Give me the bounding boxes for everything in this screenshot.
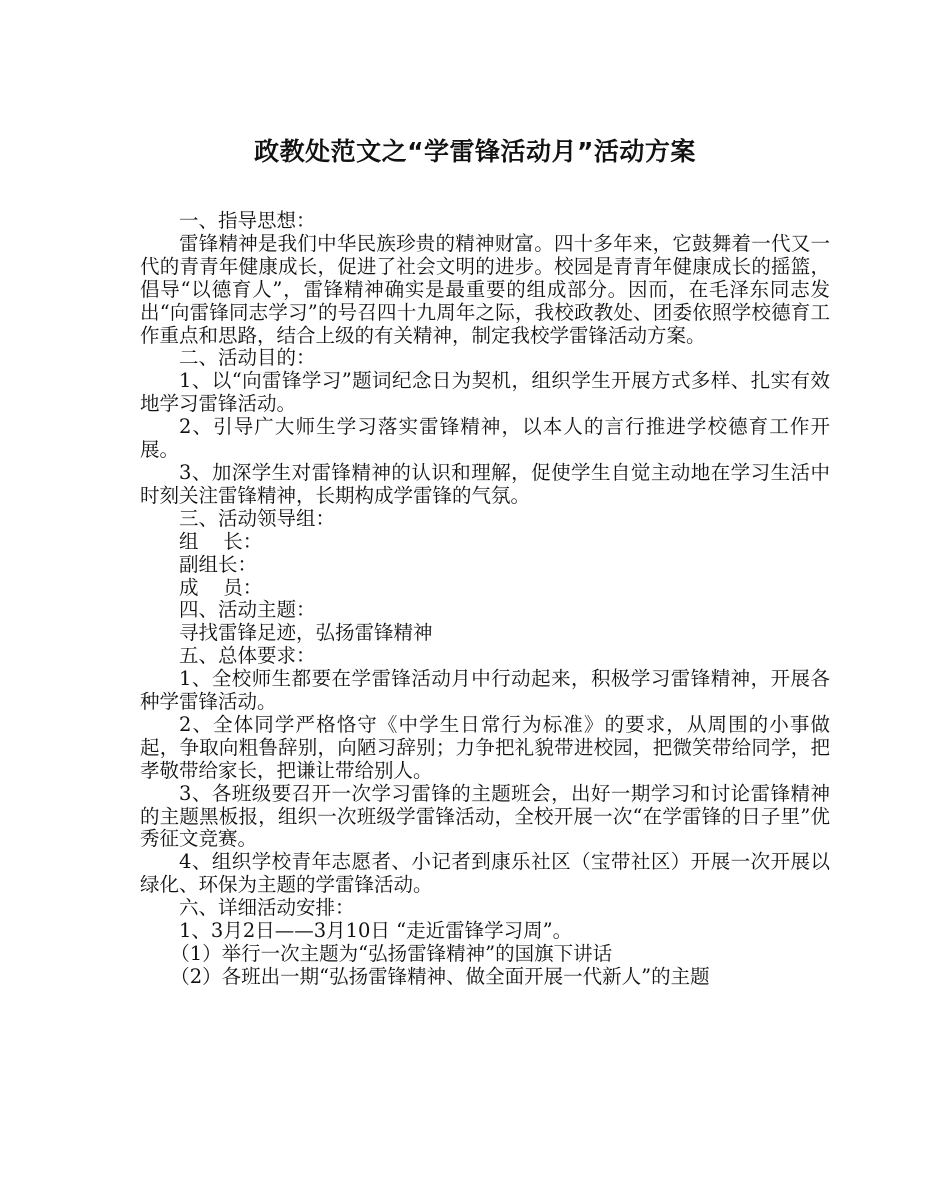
section-heading-leadership-group: 三、活动领导组：	[179, 506, 336, 530]
document-body	[140, 210, 830, 989]
section-heading-activity-purpose: 二、活动目的：	[179, 346, 316, 370]
paragraph-schedule-1-item-2: （2）各班出一期“弘扬雷锋精神、做全面开展一代新人”的主题	[170, 964, 710, 988]
paragraph-schedule-1: 1、3月2日——3月10日 “走近雷锋学习周”。	[179, 919, 573, 943]
deputy-leader-line: 副组长：	[179, 552, 258, 576]
paragraph-requirement-2: 2、全体同学严格恪守《中学生日常行为标准》的要求，从周围的小事做起，争取向粗鲁辞别，向陋习辞别；力争把礼貌带进校园，把微笑带给同学，把孝敬带给家长，把谦让带给别人。	[140, 712, 830, 782]
paragraph-purpose-3: 3、加深学生对雷锋精神的认识和理解，促使学生自觉主动地在学习生活中时刻关注雷锋精神，长期构成学雷锋的气氛。	[140, 460, 830, 507]
member-line: 成 员：	[179, 575, 263, 599]
paragraph-purpose-1: 1、以“向雷锋学习”题词纪念日为契机，组织学生开展方式多样、扎实有效地学习雷锋活动。	[140, 369, 830, 416]
paragraph-schedule-1-item-1: （1）举行一次主题为“弘扬雷锋精神”的国旗下讲话	[170, 942, 613, 965]
section-heading-activity-theme: 四、活动主题：	[179, 598, 316, 622]
section-heading-detailed-schedule: 六、详细活动安排：	[179, 896, 355, 920]
paragraph-requirement-4: 4、组织学校青年志愿者、小记者到康乐社区（宝带社区）开展一次开展以绿化、环保为主题的学雷锋活动。	[140, 850, 830, 897]
paragraph-requirement-1: 1、全校师生都要在学雷锋活动月中行动起来，积极学习雷锋精神，开展各种学雷锋活动。	[140, 667, 830, 714]
section-heading-guiding-ideology: 一、指导思想：	[179, 209, 316, 232]
leader-line: 组 长：	[179, 529, 263, 553]
paragraph-activity-theme: 寻找雷锋足迹，弘扬雷锋精神	[179, 621, 433, 645]
paragraph-requirement-3: 3、各班级要召开一次学习雷锋的主题班会，出好一期学习和讨论雷锋精神的主题黑板报，组织一次班级学雷锋活动，全校开展一次“在学雷锋的日子里”优秀征文竞赛。	[140, 781, 830, 851]
document-title: 政教处范文之“学雷锋活动月”活动方案	[254, 137, 696, 166]
paragraph-guiding-ideology: 雷锋精神是我们中华民族珍贵的精神财富。四十多年来，它鼓舞着一代又一代的青青年健康成长，促进了社会文明的进步。校园是青青年健康成长的摇篮，倡导“以德育人”，雷锋精神确实是最重要的组成部分。因而，在毛泽东同志发出“向雷锋同志学习”的号召四十九周年之际，我校政教处、团委依照学校德育工作重点和思路，结合上级的有关精神，制定我校学雷锋活动方案。	[140, 231, 830, 347]
paragraph-purpose-2: 2、引导广大师生学习落实雷锋精神，以本人的言行推进学校德育工作开展。	[140, 415, 830, 462]
section-heading-general-requirements: 五、总体要求：	[179, 644, 316, 668]
